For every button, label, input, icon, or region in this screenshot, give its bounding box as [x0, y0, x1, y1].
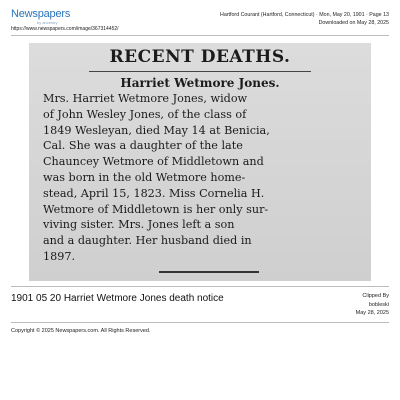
clip-url[interactable]: https://www.newspapers.com/image/367314452/ [11, 26, 119, 32]
header-divider [11, 35, 389, 36]
logo-sub-text: by ancestry [37, 20, 58, 25]
clipping-line: and a daughter. Her husband died in [43, 234, 252, 248]
clipping-line: Wetmore of Middletown is her only sur- [43, 202, 269, 216]
clipping-body [43, 91, 361, 265]
clipping-line: stead, April 15, 1823. Miss Cornelia H. [43, 186, 265, 200]
footer-divider [11, 322, 389, 323]
newspaper-clipping-image [29, 43, 371, 281]
clipping-divider [11, 286, 389, 287]
clipping-line: Chauncey Wetmore of Middletown and [43, 155, 264, 169]
copyright-text: Copyright © 2025 Newspapers.com. All Rights Reserved. [11, 328, 151, 334]
publication-meta [189, 11, 389, 27]
clipping-line: Mrs. Harriet Wetmore Jones, widow [43, 92, 248, 105]
clipping-title: 1901 05 20 Harriet Wetmore Jones death notice [11, 293, 224, 304]
clipping-line: Cal. She was a daughter of the late [43, 139, 243, 153]
clipping-line: of John Wesley Jones, of the class of [43, 107, 247, 121]
clipping-subhead: Harriet Wetmore Jones. [120, 76, 280, 90]
newspapers-logo[interactable] [11, 9, 91, 27]
publication-line: Hartford Courant (Hartford, Connecticut) · Mon, May 20, 1901 · Page 13 [220, 12, 389, 18]
clipped-by-user[interactable]: bobleski [368, 301, 389, 308]
clipping-line: 1849 Wesleyan, died May 14 at Benicia, [43, 123, 270, 137]
clipped-by-block [356, 292, 389, 318]
clipping-line: 1897. [43, 249, 76, 263]
clipping-line: viving sister. Mrs. Jones left a son [43, 218, 235, 232]
logo-brand-text: Newspapers [11, 8, 71, 20]
downloaded-line: Downloaded on May 28, 2025 [318, 20, 389, 26]
clipping-line: was born in the old Wetmore home- [43, 170, 246, 184]
headline-rule [89, 71, 311, 72]
clipped-by-label: Clipped By [362, 293, 389, 299]
clipping-headline: RECENT DEATHS. [109, 47, 291, 67]
clipped-date: May 28, 2025 [355, 310, 389, 316]
end-rule [159, 271, 259, 273]
